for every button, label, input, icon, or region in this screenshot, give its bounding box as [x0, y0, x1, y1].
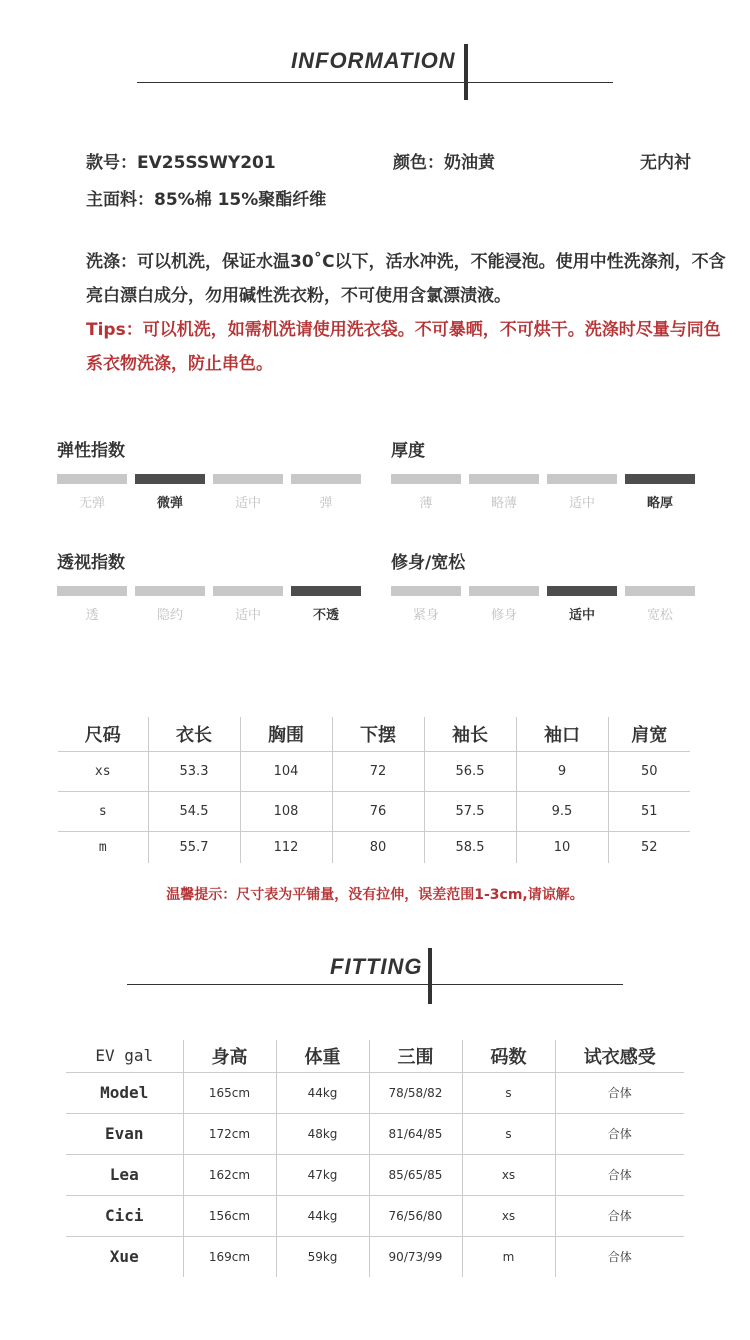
meter-bar — [469, 586, 539, 596]
fitting-rule — [127, 984, 623, 985]
header-cell: 袖长 — [424, 717, 516, 751]
table-cell: xs — [462, 1154, 555, 1195]
table-row — [66, 1236, 684, 1277]
table-cell: 47kg — [276, 1154, 369, 1195]
table-cell: 9.5 — [516, 791, 608, 831]
transparency-meter — [57, 550, 367, 623]
header-cell: 衣长 — [148, 717, 240, 751]
meter-bar — [135, 586, 205, 596]
table-cell: 85/65/85 — [369, 1154, 462, 1195]
table-cell: 合体 — [555, 1113, 684, 1154]
table-cell: 44kg — [276, 1072, 369, 1113]
table-row — [66, 1113, 684, 1154]
meter-bar — [391, 474, 461, 484]
meter-option-label: 隐约 — [156, 608, 183, 623]
table-cell: 合体 — [555, 1195, 684, 1236]
table-cell: 48kg — [276, 1113, 369, 1154]
meter-option-label: 适中 — [568, 496, 595, 511]
header-cell: 尺码 — [58, 717, 148, 751]
table-cell: 90/73/99 — [369, 1236, 462, 1277]
header-cell: 袖口 — [516, 717, 608, 751]
meter-segment — [391, 474, 461, 510]
meter-option-label: 略薄 — [490, 496, 517, 511]
table-cell: 53.3 — [148, 751, 240, 791]
information-bar — [464, 44, 468, 100]
meter-option-label: 适中 — [234, 608, 261, 623]
table-cell: 76/56/80 — [369, 1195, 462, 1236]
meter-segment — [135, 474, 205, 510]
meter-segment — [625, 474, 695, 510]
table-cell: 104 — [240, 751, 332, 791]
wash-text: 洗涤：可以机洗，保证水温30˚C以下，活水冲洗，不能浸泡。使用中性洗涤剂，不含亮白漂白成分，勿用碱性洗衣粉，不可使用含氯漂渍液。 — [86, 252, 726, 306]
table-row — [58, 751, 690, 791]
information-rule — [137, 82, 613, 83]
meter-bar — [213, 586, 283, 596]
header-cell: 体重 — [276, 1040, 369, 1072]
meter-bar — [213, 474, 283, 484]
meter-bar — [547, 474, 617, 484]
meter-bar — [135, 474, 205, 484]
color-label: 颜色：奶油黄 — [393, 153, 495, 173]
table-cell: 57.5 — [424, 791, 516, 831]
table-cell: 156cm — [183, 1195, 276, 1236]
meter-option-label: 微弹 — [156, 496, 183, 511]
fitting-table — [66, 1040, 684, 1277]
table-cell: Cici — [66, 1195, 183, 1236]
meter-option-label: 透 — [85, 608, 99, 623]
table-cell: s — [462, 1072, 555, 1113]
meter-bar — [291, 586, 361, 596]
table-cell: 169cm — [183, 1236, 276, 1277]
meter-option-label: 修身 — [490, 608, 517, 623]
meter-segment — [291, 586, 361, 622]
table-cell: 52 — [608, 831, 690, 863]
table-cell: 44kg — [276, 1195, 369, 1236]
meter-title: 弹性指数 — [57, 441, 125, 461]
table-cell: 54.5 — [148, 791, 240, 831]
meter-bar — [547, 586, 617, 596]
table-cell: s — [58, 791, 148, 831]
table-cell: 10 — [516, 831, 608, 863]
meter-title: 修身/宽松 — [391, 553, 466, 573]
table-row — [66, 1072, 684, 1113]
meter-bar — [57, 474, 127, 484]
header-cell: 码数 — [462, 1040, 555, 1072]
table-cell: 59kg — [276, 1236, 369, 1277]
information-header — [0, 44, 750, 104]
information-title: INFORMATION — [291, 48, 456, 73]
table-cell: 172cm — [183, 1113, 276, 1154]
table-row — [66, 1195, 684, 1236]
meter-option-label: 无弹 — [78, 496, 105, 511]
meter-bar — [57, 586, 127, 596]
table-cell: 80 — [332, 831, 424, 863]
meter-segment — [57, 586, 127, 622]
header-cell: 胸围 — [240, 717, 332, 751]
table-cell: 51 — [608, 791, 690, 831]
meter-segment — [625, 586, 695, 622]
meter-bar — [625, 586, 695, 596]
meter-option-label: 紧身 — [412, 608, 439, 623]
table-cell: 合体 — [555, 1072, 684, 1113]
fabric-label: 主面料：85%棉 15%聚酯纤维 — [86, 190, 327, 210]
fit-meter — [391, 550, 701, 623]
table-cell: 108 — [240, 791, 332, 831]
table-cell: 165cm — [183, 1072, 276, 1113]
header-cell: 下摆 — [332, 717, 424, 751]
meter-segment — [547, 474, 617, 510]
meter-bar — [625, 474, 695, 484]
meter-bar — [291, 474, 361, 484]
table-cell: Lea — [66, 1154, 183, 1195]
size-notice: 温馨提示：尺寸表为平铺量，没有拉伸，误差范围1-3cm,请谅解。 — [166, 887, 584, 903]
table-header-row — [66, 1040, 684, 1072]
table-cell: s — [462, 1113, 555, 1154]
meter-bar — [391, 586, 461, 596]
table-row — [58, 831, 690, 863]
thickness-meter — [391, 438, 701, 511]
table-cell: 56.5 — [424, 751, 516, 791]
header-cell: EV gal — [66, 1040, 183, 1072]
header-cell: 试衣感受 — [555, 1040, 684, 1072]
table-cell: Model — [66, 1072, 183, 1113]
meter-bar — [469, 474, 539, 484]
table-header-row — [58, 717, 690, 751]
meter-segment — [291, 474, 361, 510]
meter-segment — [469, 586, 539, 622]
meter-option-label: 薄 — [419, 496, 433, 511]
table-cell: xs — [462, 1195, 555, 1236]
table-cell: xs — [58, 751, 148, 791]
table-cell: 58.5 — [424, 831, 516, 863]
meter-segment — [391, 586, 461, 622]
lining-label: 无内衬 — [640, 153, 691, 173]
table-cell: m — [462, 1236, 555, 1277]
meter-title: 透视指数 — [57, 553, 125, 573]
meter-option-label: 适中 — [234, 496, 261, 511]
elasticity-meter — [57, 438, 367, 511]
table-row — [58, 791, 690, 831]
meter-segment — [213, 474, 283, 510]
meter-segment — [135, 586, 205, 622]
table-cell: 9 — [516, 751, 608, 791]
table-cell: 72 — [332, 751, 424, 791]
table-cell: m — [98, 839, 107, 855]
header-cell: 三围 — [369, 1040, 462, 1072]
table-cell: Xue — [109, 1247, 139, 1267]
style-number: 款号：EV25SSWY201 — [86, 153, 276, 173]
fitting-title: FITTING — [330, 954, 423, 979]
table-cell: 112 — [240, 831, 332, 863]
meter-segment — [547, 586, 617, 622]
fitting-header — [0, 948, 750, 1008]
table-cell: 81/64/85 — [369, 1113, 462, 1154]
table-cell: 78/58/82 — [369, 1072, 462, 1113]
table-cell: 55.7 — [148, 831, 240, 863]
meter-segment — [57, 474, 127, 510]
meter-segment — [469, 474, 539, 510]
header-cell: 身高 — [183, 1040, 276, 1072]
meter-option-label: 适中 — [568, 608, 595, 623]
table-row — [66, 1154, 684, 1195]
size-table — [58, 717, 690, 863]
table-cell: 50 — [608, 751, 690, 791]
meter-option-label: 弹 — [319, 496, 333, 511]
meter-option-label: 宽松 — [646, 608, 673, 623]
table-cell: 合体 — [555, 1154, 684, 1195]
table-cell: 76 — [332, 791, 424, 831]
meter-option-label: 略厚 — [646, 496, 673, 511]
meter-segment — [213, 586, 283, 622]
header-cell: 肩宽 — [608, 717, 690, 751]
fitting-bar — [428, 948, 432, 1004]
tips-text: Tips：可以机洗，如需机洗请使用洗衣袋。不可暴晒，不可烘干。洗涤时尽量与同色系衣物洗涤，防止串色。 — [86, 320, 721, 374]
meter-title: 厚度 — [391, 441, 425, 461]
meter-option-label: 不透 — [312, 608, 339, 623]
care-instructions — [86, 245, 726, 381]
table-cell: Evan — [66, 1113, 183, 1154]
table-cell: 合体 — [555, 1236, 684, 1277]
table-cell: 162cm — [183, 1154, 276, 1195]
